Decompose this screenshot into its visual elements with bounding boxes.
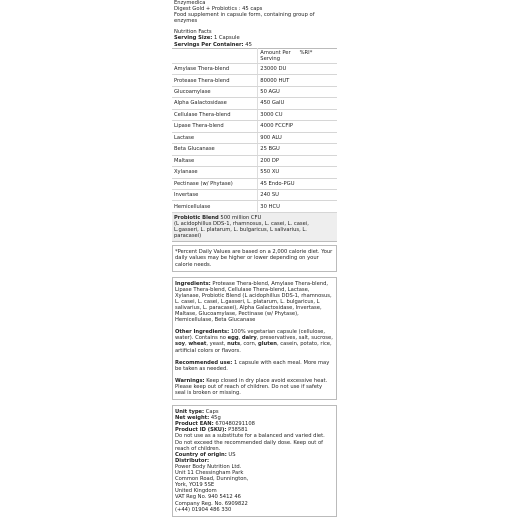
address-line: York, YO19 5SE bbox=[175, 482, 215, 489]
nutrient-amount: 3000 CU bbox=[258, 109, 337, 120]
product-ean: Product EAN: 670480291108 bbox=[175, 421, 255, 428]
nutrient-name: Lipase Thera-blend bbox=[172, 121, 258, 132]
table-row bbox=[172, 155, 337, 166]
nutrient-name: Hemicellulase bbox=[172, 201, 258, 212]
address-line: VAT Reg No. 940 5412 46 bbox=[175, 494, 241, 501]
address-line: Power Body Nutrition Ltd. bbox=[175, 463, 242, 470]
table-row bbox=[172, 121, 337, 132]
nutrient-amount: 900 ALU bbox=[258, 132, 337, 143]
recommended-use: Recommended use: 1 capsule with each meal. More may be taken as needed. bbox=[175, 359, 330, 372]
serving-size: Serving Size: 1 Capsule bbox=[174, 35, 240, 42]
nutrient-name: Alpha Galactosidase bbox=[172, 98, 258, 109]
probiotic-blend: Probiotic Blend 500 million CFU (L acidophillus DDS-1, rhamnosus, L. casei, L. casei, L.gasseri, L. platarum, L. bulgaricus, L salivarius, L. paracasei) bbox=[172, 213, 337, 242]
supplement-facts-panel bbox=[172, 0, 337, 517]
product-id: Product ID (SKU): P38581 bbox=[175, 427, 248, 434]
table-row bbox=[172, 98, 337, 109]
nutrient-amount: 4000 FCCFIP bbox=[258, 121, 337, 132]
nutrient-amount: 45 Endo-PGU bbox=[258, 178, 337, 189]
nutrient-amount: 450 GalU bbox=[258, 98, 337, 109]
nutrient-name: Maltase bbox=[172, 155, 258, 166]
address-line: (+44) 01904 486 330 bbox=[175, 506, 232, 513]
nutrient-amount: 240 SU bbox=[258, 190, 337, 201]
product-header bbox=[172, 0, 337, 48]
table-row bbox=[172, 63, 337, 74]
product-info bbox=[172, 277, 337, 401]
nutrient-name: Lactase bbox=[172, 132, 258, 143]
servings-per-container: Servings Per Container: 45 bbox=[174, 41, 252, 48]
daily-value-note: *Percent Daily Values are based on a 2,000 calorie diet. Your daily values may be higher or lower depending on your calorie needs. bbox=[172, 245, 337, 271]
dose-note: Do not exceed the recommended daily dose. Keep out of reach of children. bbox=[175, 439, 323, 452]
table-row bbox=[172, 167, 337, 178]
nutrient-amount: 80000 HUT bbox=[258, 75, 337, 86]
nutrient-name: Cellulase Thera-blend bbox=[172, 109, 258, 120]
nutrient-name: Xylanase bbox=[172, 167, 258, 178]
nutrient-amount: 30 HCU bbox=[258, 201, 337, 212]
nutrient-name: Beta Glucanase bbox=[172, 144, 258, 155]
brand-name: Enzymedica bbox=[174, 0, 206, 6]
warnings: Warnings: Keep closed in dry place avoid excessive heat. Please keep out of reach of children. Do not use if safety seal is broken or missing. bbox=[175, 377, 328, 396]
facts-title: Nutrition Facts bbox=[174, 29, 212, 36]
table-row bbox=[172, 75, 337, 86]
table-row bbox=[172, 190, 337, 201]
nutrient-name: Protease Thera-blend bbox=[172, 75, 258, 86]
diet-note: Do not use as a substitute for a balanced and varied diet. bbox=[175, 433, 325, 440]
table-row bbox=[172, 201, 337, 212]
nutrient-amount: 25 BGU bbox=[258, 144, 337, 155]
nutrient-name: Glucoamylase bbox=[172, 86, 258, 97]
nutrient-name: Amylase Thera-blend bbox=[172, 63, 258, 74]
table-header-row bbox=[172, 48, 337, 63]
product-details bbox=[172, 405, 337, 517]
table-row bbox=[172, 144, 337, 155]
country-of-origin: Country of origin: US bbox=[175, 451, 236, 458]
other-ingredients: Other Ingredients: 100% vegetarian capsule (cellulose, water). Contains no egg, dairy, preservatives, salt, sucrose, soy, wheat, yeast, nuts, corn, gluten, casein, potato, rice, artificial colors or flavors. bbox=[175, 329, 333, 354]
product-description: Food supplement in capsule form, containing group of enzymes bbox=[174, 12, 315, 25]
nutrient-name: Invertase bbox=[172, 190, 258, 201]
nutrient-amount: 23000 DU bbox=[258, 63, 337, 74]
address-line: Company Reg. No. 6909822 bbox=[175, 500, 248, 507]
nutrition-table bbox=[172, 48, 337, 213]
address-line: Common Road, Dunnington, bbox=[175, 476, 249, 483]
table-row bbox=[172, 132, 337, 143]
nutrient-name: Pectinase (w/ Phytase) bbox=[172, 178, 258, 189]
distributor-address bbox=[175, 464, 334, 513]
address-line: Unit 11 Chessingham Park bbox=[175, 470, 244, 477]
address-line: United Kingdom bbox=[175, 488, 217, 495]
nutrient-amount: 200 DP bbox=[258, 155, 337, 166]
col-amount: Amount Per Serving bbox=[260, 49, 291, 62]
net-weight: Net weight: 45g bbox=[175, 415, 221, 422]
nutrient-amount: 550 XU bbox=[258, 167, 337, 178]
ingredients: Ingredients: Protease Thera-blend, Amylase Thera-blend, Lipase Thera-blend, Cellulase Thera-blend, Lactase, Xylanase, Probiotic Blend (L acidophillus DDS-1, rhamnosus, L. casei, L. casei, L.gasseri, L. platarum, L. bulgaricus, L salivarius, L. paracasei), Alpha Galactosidase, Invertase, Maltase, Glucoamylase, Pectinase (w/ Phytase), Hemicellulase, Beta Glucanase bbox=[175, 280, 332, 324]
product-name: Digest Gold + Probiotics : 45 caps bbox=[174, 6, 263, 13]
col-ri: %RI* bbox=[299, 49, 313, 56]
unit-type: Unit type: Caps bbox=[175, 409, 219, 416]
table-row bbox=[172, 109, 337, 120]
nutrient-amount: 50 AGU bbox=[258, 86, 337, 97]
table-row bbox=[172, 86, 337, 97]
distributor-label: Distributor: bbox=[175, 457, 210, 464]
table-row bbox=[172, 178, 337, 189]
